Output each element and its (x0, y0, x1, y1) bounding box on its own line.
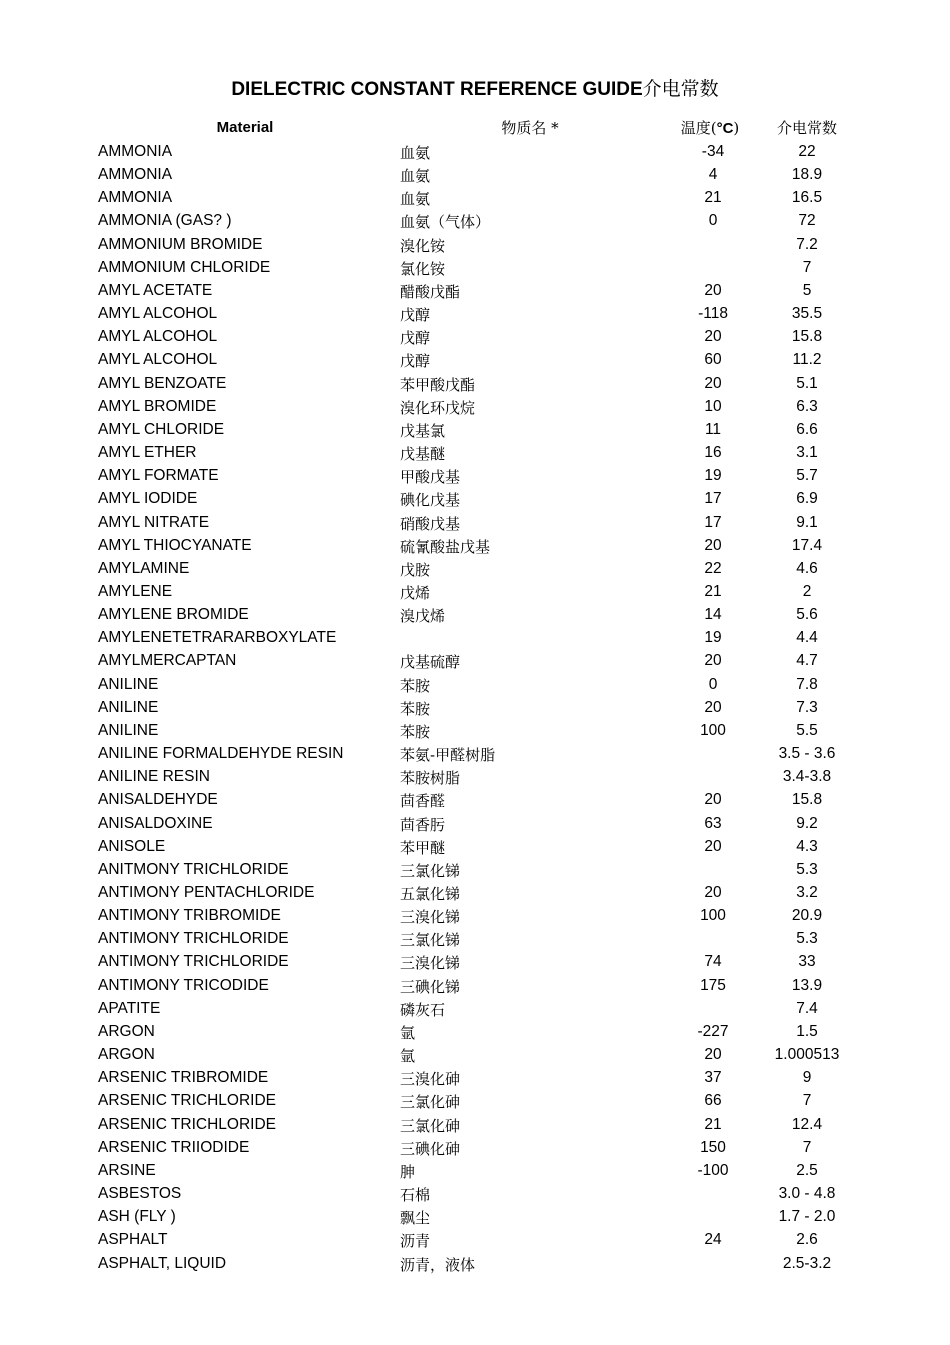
table-row (0, 649, 950, 672)
temperature-value: 17 (704, 490, 722, 508)
table-row (0, 765, 950, 788)
temperature-value: 74 (704, 953, 722, 971)
header-temperature (660, 116, 760, 141)
table-row (0, 1043, 950, 1066)
dielectric-constant-value: 5.5 (796, 721, 818, 739)
dielectric-constant-value: 5.3 (796, 930, 818, 948)
table-row (0, 812, 950, 835)
material-name-cn: 血氨 (400, 167, 431, 186)
temperature-value: 11 (704, 420, 722, 438)
material-name-en: ARSINE (98, 1161, 156, 1179)
temperature-value: 20 (704, 374, 722, 392)
temperature-value: 63 (704, 814, 722, 832)
table-row (0, 1113, 950, 1136)
temperature-value: 4 (708, 166, 718, 184)
dielectric-constant-value: 16.5 (791, 189, 823, 207)
material-name-en: AMYL ETHER (98, 444, 197, 462)
material-name-cn: 三溴化锑 (400, 908, 461, 927)
material-name-cn: 三碘化砷 (400, 1139, 461, 1158)
table-row (0, 950, 950, 973)
material-name-cn: 血氨 (400, 144, 431, 162)
table-row (0, 904, 950, 927)
temperature-value: 10 (704, 397, 722, 415)
table-row (0, 511, 950, 534)
table-row (0, 858, 950, 881)
page-title-en: DIELECTRIC CONSTANT REFERENCE GUIDE (231, 79, 643, 100)
material-name-cn: 沥青，液体 (400, 1255, 476, 1274)
material-name-en: ANISALDOXINE (98, 814, 213, 832)
material-name-cn: 醋酸戊酯 (400, 282, 461, 301)
material-name-en: ANILINE RESIN (98, 768, 210, 786)
dielectric-constant-value: 7.3 (796, 698, 818, 716)
material-name-en: AMYL THIOCYANATE (98, 536, 252, 554)
material-name-cn: 戊基硫醇 (400, 653, 461, 672)
temperature-value: 16 (704, 444, 722, 462)
temperature-value: 175 (700, 976, 726, 994)
temperature-value: 20 (704, 536, 722, 554)
material-name-en: ARSENIC TRICHLORIDE (98, 1115, 276, 1133)
material-name-cn: 硝酸戊基 (400, 514, 461, 533)
temperature-value: 24 (704, 1231, 722, 1249)
header-dielectric-constant: 介电常数 (776, 119, 837, 137)
material-name-en: AMYLENE BROMIDE (98, 606, 249, 624)
dielectric-constant-value: 15.8 (791, 328, 823, 346)
dielectric-constant-value: 17.4 (791, 536, 823, 554)
table-row (0, 163, 950, 186)
dielectric-constant-value: 20.9 (791, 907, 823, 925)
material-name-cn: 三氯化砷 (400, 1116, 461, 1135)
temperature-value: 20 (704, 652, 722, 670)
material-name-cn: 戊醇 (400, 352, 431, 371)
dielectric-constant-value: 33 (798, 953, 816, 971)
temperature-value: 20 (704, 328, 722, 346)
table-row (0, 1066, 950, 1089)
dielectric-constant-value: 7 (802, 1092, 812, 1110)
material-name-cn: 三溴化锑 (400, 954, 461, 973)
dielectric-constant-value: 1.7 - 2.0 (778, 1208, 836, 1226)
material-name-cn: 飘尘 (400, 1209, 431, 1228)
dielectric-constant-value: 4.7 (796, 652, 818, 670)
dielectric-constant-value: 5.6 (796, 606, 818, 624)
dielectric-constant-value: 4.6 (796, 559, 818, 577)
temperature-value: 66 (704, 1092, 722, 1110)
material-name-en: ANISOLE (98, 837, 166, 855)
material-name-cn: 茴香醛 (400, 792, 446, 811)
table-row (0, 673, 950, 696)
dielectric-constant-value: 9.1 (796, 513, 818, 531)
table-row (0, 788, 950, 811)
material-name-cn: 苯胺树脂 (400, 769, 461, 788)
table-row (0, 580, 950, 603)
material-name-cn: 石棉 (400, 1186, 431, 1205)
material-name-cn: 甲酸戊基 (400, 468, 461, 487)
table-row (0, 1020, 950, 1043)
material-name-en: AMYL BROMIDE (98, 397, 217, 415)
material-name-cn: 茴香肟 (400, 815, 446, 834)
temperature-value: 20 (704, 791, 722, 809)
material-name-en: ANTIMONY TRICHLORIDE (98, 930, 289, 948)
table-row (0, 325, 950, 348)
dielectric-constant-value: 3.5 - 3.6 (778, 745, 836, 763)
dielectric-constant-value: 13.9 (791, 976, 823, 994)
table-row (0, 603, 950, 626)
material-name-en: AMYL ALCOHOL (98, 305, 218, 323)
material-name-cn: 碘化戊基 (400, 491, 461, 510)
material-name-cn: 戊基醚 (400, 445, 446, 464)
dielectric-constant-value: 3.4-3.8 (782, 768, 832, 786)
dielectric-constant-value: 7 (802, 258, 812, 276)
dielectric-constant-value: 2 (802, 582, 812, 600)
material-name-en: AMYL ACETATE (98, 281, 213, 299)
material-name-cn: 三氯化锑 (400, 861, 461, 880)
temperature-value: 21 (704, 1115, 722, 1133)
table-row (0, 1159, 950, 1182)
dielectric-constant-value: 6.3 (796, 397, 818, 415)
dielectric-constant-value: 3.0 - 4.8 (778, 1185, 836, 1203)
material-name-en: AMYLAMINE (98, 559, 190, 577)
dielectric-constant-value: 1.5 (796, 1022, 818, 1040)
material-name-cn: 戊醇 (400, 329, 431, 348)
table-row (0, 1089, 950, 1112)
temperature-value: 60 (704, 351, 722, 369)
table-row (0, 233, 950, 256)
material-name-cn: 三氯化锑 (400, 931, 461, 950)
table-row (0, 395, 950, 418)
material-name-en: AMYL BENZOATE (98, 374, 227, 392)
material-name-en: ARGON (98, 1022, 155, 1040)
temperature-value: 17 (704, 513, 722, 531)
material-name-en: AMYL ALCOHOL (98, 328, 218, 346)
material-name-en: AMYL IODIDE (98, 490, 198, 508)
material-name-en: AMMONIUM BROMIDE (98, 235, 263, 253)
dielectric-constant-value: 35.5 (791, 305, 823, 323)
material-name-en: ARGON (98, 1046, 155, 1064)
table-row (0, 302, 950, 325)
material-name-cn: 溴戊烯 (400, 607, 446, 626)
table-row (0, 1252, 950, 1275)
page-title-cn: 介电常数 (642, 78, 719, 100)
table-row (0, 209, 950, 232)
temperature-value: 14 (704, 606, 722, 624)
material-name-cn: 溴化环戊烷 (400, 398, 476, 417)
dielectric-constant-value: 22 (798, 143, 816, 160)
table-row (0, 1205, 950, 1228)
dielectric-constant-value: 3.1 (796, 444, 818, 462)
material-name-en: ASPHALT, LIQUID (98, 1254, 227, 1272)
dielectric-constant-value: 18.9 (791, 166, 823, 184)
material-name-en: ASH (FLY ) (98, 1208, 176, 1226)
dielectric-constant-value: 11.2 (792, 351, 822, 369)
temperature-value: -100 (697, 1161, 729, 1179)
material-name-en: ANILINE (98, 698, 159, 716)
table-row (0, 742, 950, 765)
material-name-en: ANTIMONY TRIBROMIDE (98, 907, 281, 925)
header-chinese-name: 物质名 * (501, 119, 559, 137)
material-name-cn: 苯氨-甲醛树脂 (400, 746, 496, 765)
material-name-en: AMMONIA (GAS? ) (98, 212, 232, 230)
material-name-en: APATITE (98, 999, 161, 1017)
material-name-en: ARSENIC TRIIODIDE (98, 1138, 250, 1156)
table-row (0, 256, 950, 279)
material-name-en: ASBESTOS (98, 1185, 182, 1203)
material-name-en: ARSENIC TRICHLORIDE (98, 1092, 276, 1110)
temperature-value: -34 (701, 143, 725, 160)
material-name-cn: 苯胺 (400, 676, 431, 695)
table-row (0, 696, 950, 719)
temperature-value: 20 (704, 698, 722, 716)
dielectric-constant-value: 9 (802, 1069, 812, 1087)
dielectric-constant-value: 4.3 (796, 837, 818, 855)
temperature-value: 37 (704, 1069, 722, 1087)
material-name-cn: 苯胺 (400, 699, 431, 718)
material-name-en: AMYLMERCAPTAN (98, 652, 237, 670)
temperature-value: 19 (704, 629, 722, 647)
dielectric-constant-value: 1.000513 (774, 1046, 840, 1064)
material-name-cn: 血氨 (400, 190, 431, 209)
material-name-cn: 苯甲酸戊酯 (400, 375, 476, 394)
material-name-cn: 戊烯 (400, 583, 431, 602)
material-name-cn: 溴化铵 (400, 236, 446, 255)
material-name-cn: 三氯化砷 (400, 1093, 461, 1112)
dielectric-constant-value: 12.4 (791, 1115, 823, 1133)
dielectric-constant-value: 7.2 (796, 235, 818, 253)
material-name-cn: 戊胺 (400, 560, 431, 579)
dielectric-constant-value: 5 (802, 281, 812, 299)
material-name-en: AMYLENETETRARARBOXYLATE (98, 629, 337, 647)
dielectric-constant-value: 5.3 (796, 860, 818, 878)
table-row (0, 719, 950, 742)
table-row (0, 140, 950, 163)
material-name-en: ANILINE FORMALDEHYDE RESIN (98, 745, 344, 763)
material-name-cn: 苯甲醚 (400, 838, 446, 857)
header-temperature-suffix: ) (733, 119, 740, 137)
material-name-cn: 氯化铵 (400, 259, 446, 278)
material-name-cn: 氩 (400, 1023, 416, 1042)
table-row (0, 881, 950, 904)
temperature-value: 150 (700, 1138, 726, 1156)
temperature-value: 19 (704, 467, 722, 485)
material-name-en: ARSENIC TRIBROMIDE (98, 1069, 269, 1087)
table-row (0, 372, 950, 395)
material-name-en: AMMONIA (98, 166, 173, 184)
material-name-cn: 磷灰石 (400, 1000, 446, 1019)
table-header (0, 116, 950, 140)
dielectric-constant-value: 7 (802, 1138, 812, 1156)
table-row (0, 279, 950, 302)
page-title (0, 76, 950, 103)
table-row (0, 1182, 950, 1205)
material-name-en: AMMONIUM CHLORIDE (98, 258, 271, 276)
temperature-value: 20 (704, 884, 722, 901)
dielectric-constant-value: 6.9 (796, 490, 818, 508)
dielectric-constant-value: 2.5-3.2 (782, 1254, 832, 1272)
material-name-cn: 三溴化砷 (400, 1070, 461, 1089)
material-name-en: AMYL CHLORIDE (98, 420, 225, 438)
temperature-value: 0 (708, 212, 718, 230)
material-name-en: AMMONIA (98, 143, 173, 160)
temperature-value: -227 (697, 1022, 729, 1040)
material-name-en: AMYL ALCOHOL (98, 351, 218, 369)
material-name-en: AMYL FORMATE (98, 467, 219, 485)
material-name-cn: 戊醇 (400, 306, 431, 325)
material-name-en: ANILINE (98, 675, 159, 693)
table-row (0, 534, 950, 557)
temperature-value: 20 (704, 281, 722, 299)
material-name-cn: 沥青 (400, 1232, 431, 1251)
material-name-en: ASPHALT (98, 1231, 168, 1249)
data-table (0, 140, 950, 1275)
material-name-cn: 胂 (400, 1162, 416, 1181)
header-material: Material (216, 119, 274, 136)
material-name-cn: 氩 (400, 1047, 416, 1066)
dielectric-constant-value: 2.6 (796, 1231, 818, 1249)
material-name-en: ANISALDEHYDE (98, 791, 218, 809)
header-temperature-unit: °C (716, 120, 734, 137)
material-name-en: ANTIMONY TRICODIDE (98, 976, 269, 994)
table-row (0, 974, 950, 997)
temperature-value: -118 (698, 305, 728, 323)
table-row (0, 441, 950, 464)
material-name-cn: 三碘化锑 (400, 977, 461, 996)
table-row (0, 927, 950, 950)
table-row (0, 1136, 950, 1159)
material-name-cn: 戊基氯 (400, 421, 446, 440)
material-name-en: ANTIMONY TRICHLORIDE (98, 953, 289, 971)
dielectric-constant-value: 4.4 (796, 629, 818, 647)
table-row (0, 464, 950, 487)
table-row (0, 997, 950, 1020)
table-row (0, 487, 950, 510)
dielectric-constant-value: 5.1 (796, 374, 818, 392)
material-name-en: AMYLENE (98, 582, 173, 600)
temperature-value: 100 (700, 721, 726, 739)
temperature-value: 21 (704, 582, 722, 600)
table-row (0, 557, 950, 580)
dielectric-constant-value: 15.8 (791, 791, 823, 809)
dielectric-constant-value: 6.6 (796, 420, 818, 438)
material-name-en: ANILINE (98, 721, 159, 739)
table-row (0, 1228, 950, 1251)
header-temperature-prefix: 温度( (680, 119, 717, 137)
temperature-value: 20 (704, 837, 722, 855)
table-row (0, 348, 950, 371)
temperature-value: 22 (704, 559, 722, 577)
material-name-cn: 苯胺 (400, 722, 431, 741)
dielectric-constant-value: 72 (798, 212, 816, 230)
material-name-en: ANTIMONY PENTACHLORIDE (98, 884, 315, 901)
table-row (0, 186, 950, 209)
table-row (0, 626, 950, 649)
temperature-value: 20 (704, 1046, 722, 1064)
dielectric-constant-value: 3.2 (796, 884, 818, 901)
dielectric-constant-value: 2.5 (796, 1161, 818, 1179)
material-name-en: AMYL NITRATE (98, 513, 210, 531)
temperature-value: 21 (704, 189, 722, 207)
temperature-value: 0 (708, 675, 718, 693)
material-name-cn: 五氯化锑 (400, 885, 461, 903)
table-row (0, 835, 950, 858)
dielectric-constant-value: 5.7 (796, 467, 818, 485)
dielectric-constant-value: 7.8 (796, 675, 818, 693)
dielectric-constant-value: 9.2 (796, 814, 818, 832)
material-name-en: AMMONIA (98, 189, 173, 207)
material-name-en: ANITMONY TRICHLORIDE (98, 860, 289, 878)
temperature-value: 100 (700, 907, 726, 925)
table-row (0, 418, 950, 441)
dielectric-constant-value: 7.4 (796, 999, 818, 1017)
material-name-cn: 血氨（气体） (400, 213, 491, 232)
material-name-cn: 硫氰酸盐戊基 (400, 537, 491, 556)
